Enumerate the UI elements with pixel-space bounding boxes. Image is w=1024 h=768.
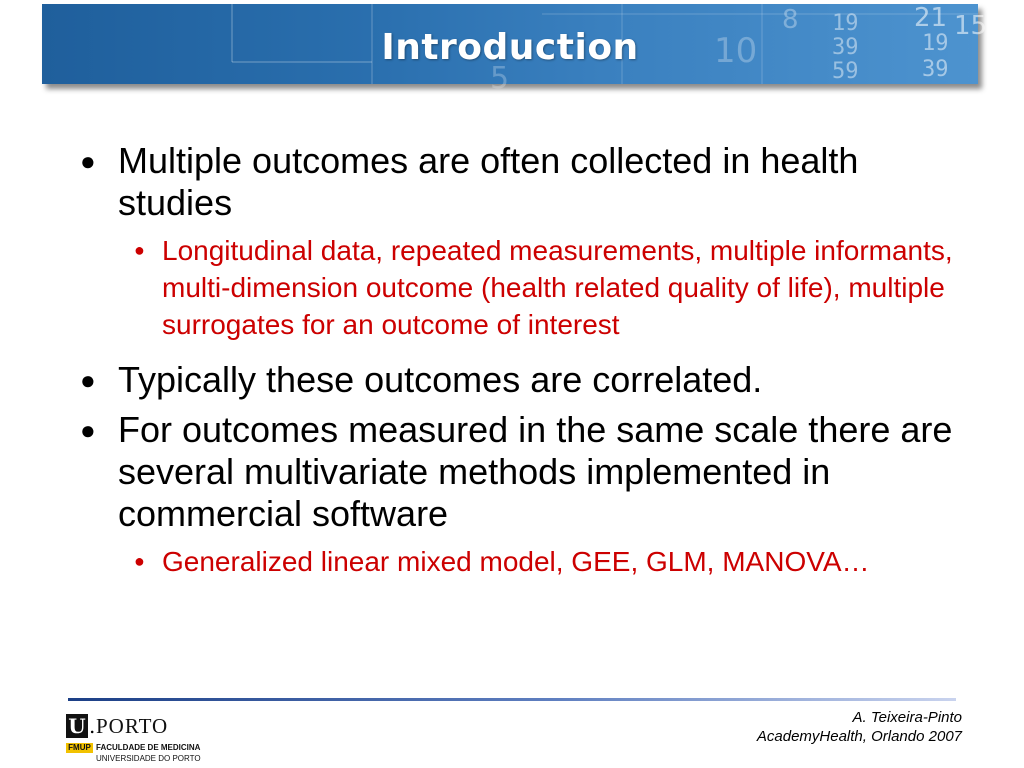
logo-fmup-badge: FMUP: [66, 743, 93, 753]
banner-digit: 39: [922, 57, 949, 82]
footer-divider: [68, 698, 956, 701]
bullet-item: [78, 359, 958, 401]
sub-bullet-item: [78, 232, 958, 343]
sub-bullet-text: Generalized linear mixed model, GEE, GLM, MANOVA…: [162, 546, 870, 577]
sub-bullet-text: Longitudinal data, repeated measurements, multiple informants, multi-dimension outcome (health related quality of life), multiple surrogates for an outcome of interest: [162, 235, 953, 340]
bullet-dot-icon: ●: [80, 415, 96, 445]
bullet-text: For outcomes measured in the same scale there are several multivariate methods implemented in commercial software: [118, 409, 953, 534]
title-banner: [42, 3, 988, 96]
banner-digit: 39: [832, 35, 859, 60]
logo-porto-text: PORTO: [96, 714, 169, 738]
uporto-fmup-logo: [66, 712, 216, 764]
venue-text: AcademyHealth, Orlando 2007: [756, 728, 962, 745]
slide-body: [78, 140, 958, 590]
bullet-item: [78, 140, 958, 224]
sub-bullet-item: [78, 543, 958, 580]
bullet-item: [78, 409, 958, 535]
logo-u-mark: U: [66, 714, 88, 738]
bullet-dot-icon: ●: [80, 365, 96, 395]
banner-digit: 19: [922, 31, 949, 56]
bullet-text: Multiple outcomes are often collected in health studies: [118, 140, 859, 223]
banner-digit: 59: [832, 59, 859, 84]
banner-digit: 15: [954, 11, 988, 41]
banner-digit: 5: [490, 61, 510, 96]
bullet-text: Typically these outcomes are correlated.: [118, 359, 763, 400]
author-name: A. Teixeira-Pinto: [852, 709, 962, 726]
slide-title: Introduction: [381, 27, 639, 68]
footer-credit: [757, 708, 962, 746]
logo-universidade-text: UNIVERSIDADE DO PORTO: [96, 754, 201, 763]
banner-digit: 21: [914, 3, 948, 33]
sub-bullet-dot-icon: ●: [134, 551, 145, 571]
logo-dot: .: [89, 714, 96, 738]
banner-digit: 19: [832, 11, 859, 36]
bullet-dot-icon: ●: [80, 146, 96, 176]
banner-digit: 8: [782, 5, 799, 35]
banner-digit: 10: [714, 31, 758, 71]
sub-bullet-dot-icon: ●: [134, 240, 145, 260]
logo-faculdade-text: FACULDADE DE MEDICINA: [96, 743, 201, 752]
